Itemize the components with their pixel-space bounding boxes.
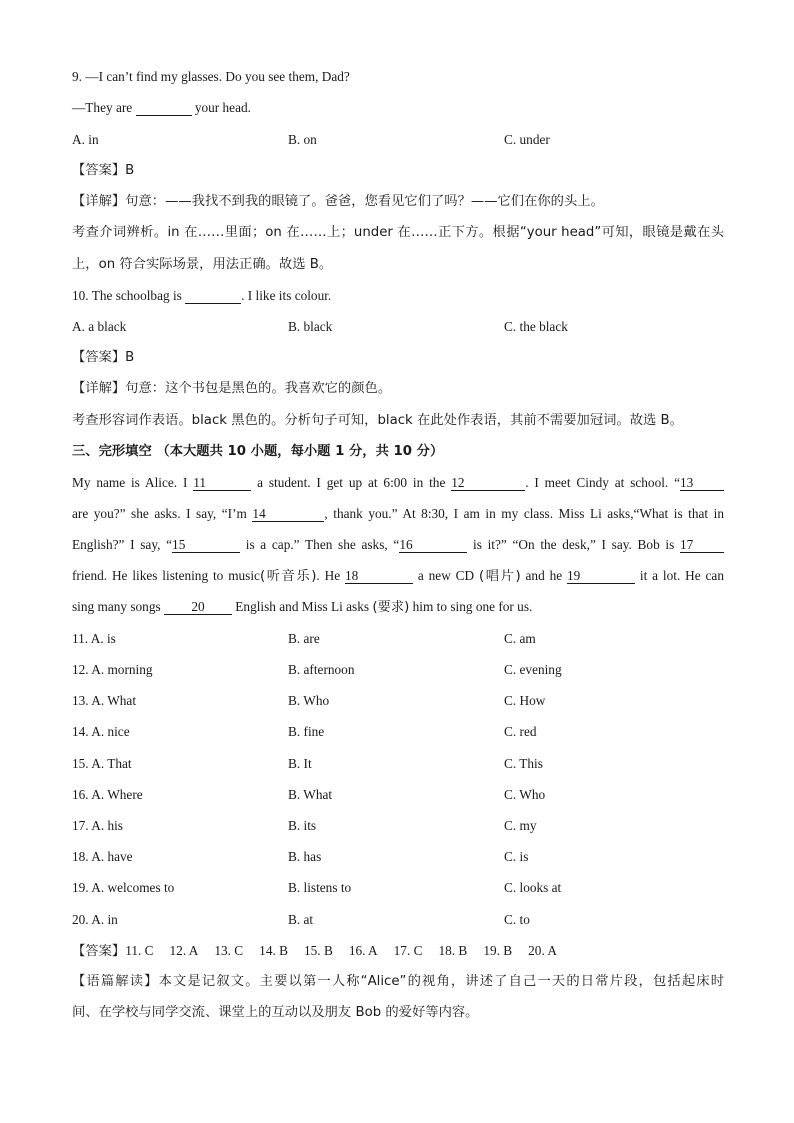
blank-16[interactable]: 16 xyxy=(399,537,467,553)
answer-key xyxy=(72,942,724,961)
q9-detail-3: 上，on 符合实际场景，用法正确。故选 B。 xyxy=(72,257,333,272)
choice-19-c[interactable]: C. looks at xyxy=(504,880,562,895)
q10-detail-1: 【详解】句意：这个书包是黑色的。我喜欢它的颜色。 xyxy=(72,381,392,396)
q9-stem-2: —They are your head. xyxy=(72,100,251,115)
answer-label: 【答案】 xyxy=(72,944,126,959)
answer-item: 18. B xyxy=(438,943,468,958)
choice-16-a[interactable]: 16. A. Where xyxy=(72,787,143,802)
q10-stem: 10. The schoolbag is . I like its colour. xyxy=(72,288,332,303)
choice-20-b[interactable]: B. at xyxy=(288,912,314,927)
answer-item: 13. C xyxy=(214,943,244,958)
answer-item: 19. B xyxy=(483,943,513,958)
blank-13[interactable]: 13 xyxy=(680,475,724,491)
choice-18-a[interactable]: 18. A. have xyxy=(72,849,133,864)
answer-item: 12. A xyxy=(169,943,199,958)
blank-11[interactable]: 11 xyxy=(193,475,251,491)
blank-12[interactable]: 12 xyxy=(451,475,525,491)
q9-option-b[interactable]: B. on xyxy=(288,132,317,147)
choice-15-a[interactable]: 15. A. That xyxy=(72,756,132,771)
blank-14[interactable]: 14 xyxy=(252,506,324,522)
q10-option-b[interactable]: B. black xyxy=(288,319,333,334)
q9-detail-2: 考查介词辨析。in 在……里面；on 在……上；under 在……正下方。根据“your head”可知，眼镜是戴在头 xyxy=(72,225,724,240)
choice-14-b[interactable]: B. fine xyxy=(288,724,325,739)
blank-20[interactable]: 20 xyxy=(164,599,232,615)
choice-18-b[interactable]: B. has xyxy=(288,849,322,864)
analysis-line-2: 间、在学校与同学交流、课堂上的互动以及朋友 Bob 的爱好等内容。 xyxy=(72,1005,479,1020)
choice-16-b[interactable]: B. What xyxy=(288,787,333,802)
q10-detail-2: 考查形容词作表语。black 黑色的。分析句子可知，black 在此处作表语，其前不需要加冠词。故选 B。 xyxy=(72,413,683,428)
choice-19-b[interactable]: B. listens to xyxy=(288,880,352,895)
q10-option-a[interactable]: A. a black xyxy=(72,319,127,334)
q9-stem: 9. —I can’t find my glasses. Do you see them, Dad? xyxy=(72,69,350,84)
choice-17-a[interactable]: 17. A. his xyxy=(72,818,123,833)
choice-18-c[interactable]: C. is xyxy=(504,849,529,864)
blank-15[interactable]: 15 xyxy=(172,537,240,553)
choice-17-b[interactable]: B. its xyxy=(288,818,317,833)
blank-17[interactable]: 17 xyxy=(680,537,724,553)
passage-line-4: friend. He likes listening to music(听音乐). He 18 a new CD (唱片) and he 19 it a lot. He can xyxy=(72,568,724,584)
choice-12-c[interactable]: C. evening xyxy=(504,662,562,677)
q9-detail-1: 【详解】句意：——我找不到我的眼镜了。爸爸，您看见它们了吗？——它们在你的头上。 xyxy=(72,194,604,209)
choice-11-b[interactable]: B. are xyxy=(288,631,320,646)
section-title: 三、完形填空 （本大题共 10 小题，每小题 1 分，共 10 分） xyxy=(72,444,444,459)
passage-line-2: are you?” she asks. I say, “I’m 14 , thank you.” At 8:30, I am in my class. Miss Li asks,“What is that in xyxy=(72,506,724,521)
answer-item: 17. C xyxy=(393,943,423,958)
q9-blank[interactable] xyxy=(136,100,192,116)
choice-14-a[interactable]: 14. A. nice xyxy=(72,724,130,739)
choice-11-a[interactable]: 11. A. is xyxy=(72,631,116,646)
q9-option-c[interactable]: C. under xyxy=(504,132,550,147)
choice-13-c[interactable]: C. How xyxy=(504,693,546,708)
answer-item: 16. A xyxy=(348,943,378,958)
blank-19[interactable]: 19 xyxy=(567,568,635,584)
q10-blank[interactable] xyxy=(185,288,241,304)
q10-option-c[interactable]: C. the black xyxy=(504,319,568,334)
answer-item: 15. B xyxy=(304,943,333,958)
q10-answer: 【答案】B xyxy=(72,350,135,365)
choice-17-c[interactable]: C. my xyxy=(504,818,537,833)
choice-11-c[interactable]: C. am xyxy=(504,631,536,646)
choice-12-b[interactable]: B. afternoon xyxy=(288,662,355,677)
choice-14-c[interactable]: C. red xyxy=(504,724,537,739)
blank-18[interactable]: 18 xyxy=(345,568,413,584)
choice-15-b[interactable]: B. It xyxy=(288,756,312,771)
passage-line-1: My name is Alice. I 11 a student. I get up at 6:00 in the 12 . I meet Cindy at school. “13 xyxy=(72,474,724,492)
choice-15-c[interactable]: C. This xyxy=(504,756,543,771)
choice-19-a[interactable]: 19. A. welcomes to xyxy=(72,880,175,895)
q9-option-a[interactable]: A. in xyxy=(72,132,99,147)
choice-20-a[interactable]: 20. A. in xyxy=(72,912,118,927)
choice-12-a[interactable]: 12. A. morning xyxy=(72,662,153,677)
passage-line-5: sing many songs 20 English and Miss Li asks (要求) him to sing one for us. xyxy=(72,599,533,615)
analysis-line-1: 【语篇解读】本文是记叙文。主要以第一人称“Alice”的视角，讲述了自己一天的日常片段，包括起床时 xyxy=(72,974,724,989)
choice-20-c[interactable]: C. to xyxy=(504,912,530,927)
choice-13-a[interactable]: 13. A. What xyxy=(72,693,137,708)
answer-item: 14. B xyxy=(259,943,288,958)
q9-answer: 【答案】B xyxy=(72,163,135,178)
choice-13-b[interactable]: B. Who xyxy=(288,693,330,708)
answer-item: 20. A xyxy=(528,943,557,958)
choice-16-c[interactable]: C. Who xyxy=(504,787,546,802)
passage-line-3: English?” I say, “15 is a cap.” Then she asks, “16 is it?” “On the desk,” I say. Bob is 17 xyxy=(72,536,724,554)
answer-item: 11. C xyxy=(125,943,154,958)
